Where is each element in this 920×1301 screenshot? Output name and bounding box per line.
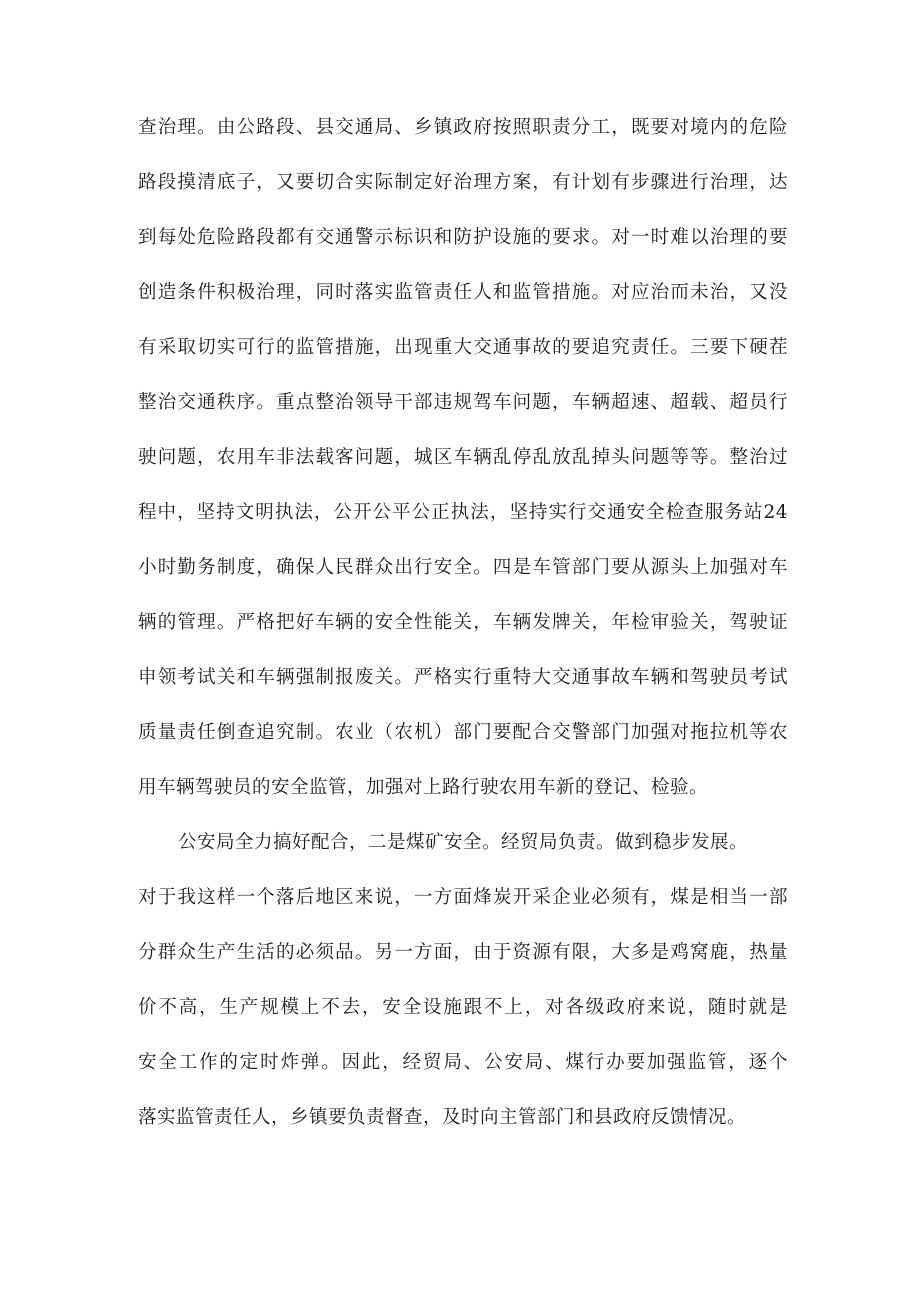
paragraph-1-line-2: 路段摸清底子，又要切合实际制定好治理方案，有计划有步骤进行治理，达: [138, 172, 788, 193]
paragraph-1-line-11: 申领考试关和车辆强制报废关。严格实行重特大交通事故车辆和驾驶员考试: [138, 667, 788, 688]
paragraph-2-line-1: 公安局全力搞好配合，二是煤矿安全。经贸局负责。做到稳步发展。: [178, 832, 749, 853]
paragraph-1-line-9: 小时勤务制度，确保人民群众出行安全。四是车管部门要从源头上加强对车: [138, 557, 788, 578]
paragraph-2-line-3: 分群众生产生活的必须品。另一方面，由于资源有限，大多是鸡窝鹿，热量: [138, 942, 788, 963]
paragraph-1-line-6: 整治交通秩序。重点整治领导干部违规驾车问题，车辆超速、超载、超员行: [138, 392, 788, 413]
paragraph-1-line-1: 查治理。由公路段、县交通局、乡镇政府按照职责分工，既要对境内的危险: [138, 117, 788, 138]
paragraph-1-line-10: 辆的管理。严格把好车辆的安全性能关，车辆发牌关，年检审验关，驾驶证: [138, 612, 788, 633]
paragraph-1-line-12: 质量责任倒查追究制。农业（农机）部门要配合交警部门加强对拖拉机等农: [138, 722, 788, 743]
paragraph-1-line-13: 用车辆驾驶员的安全监管，加强对上路行驶农用车新的登记、检验。: [138, 777, 709, 798]
paragraph-1-line-4: 创造条件积极治理，同时落实监管责任人和监管措施。对应治而未治，又没: [138, 282, 788, 303]
paragraph-1-line-3: 到每处危险路段都有交通警示标识和防护设施的要求。对一时难以治理的要: [138, 227, 788, 248]
paragraph-2-line-2: 对于我这样一个落后地区来说，一方面烽炭开采企业必须有，煤是相当一部: [138, 887, 788, 908]
paragraph-1-line-7: 驶问题，农用车非法载客问题，城区车辆乱停乱放乱掉头问题等等。整治过: [138, 447, 788, 468]
paragraph-1-line-5: 有采取切实可行的监管措施，出现重大交通事故的要追究责任。三要下硬茬: [138, 337, 788, 358]
paragraph-1-line-8: 程中，坚持文明执法，公开公平公正执法，坚持实行交通安全检查服务站24: [138, 502, 788, 523]
paragraph-2-line-4: 价不高，生产规模上不去，安全设施跟不上，对各级政府来说，随时就是: [138, 997, 788, 1018]
paragraph-2-line-5: 安全工作的定时炸弹。因此，经贸局、公安局、煤行办要加强监管，逐个: [138, 1052, 788, 1073]
paragraph-2-line-6: 落实监管责任人，乡镇要负责督查，及时向主管部门和县政府反馈情况。: [138, 1107, 747, 1128]
